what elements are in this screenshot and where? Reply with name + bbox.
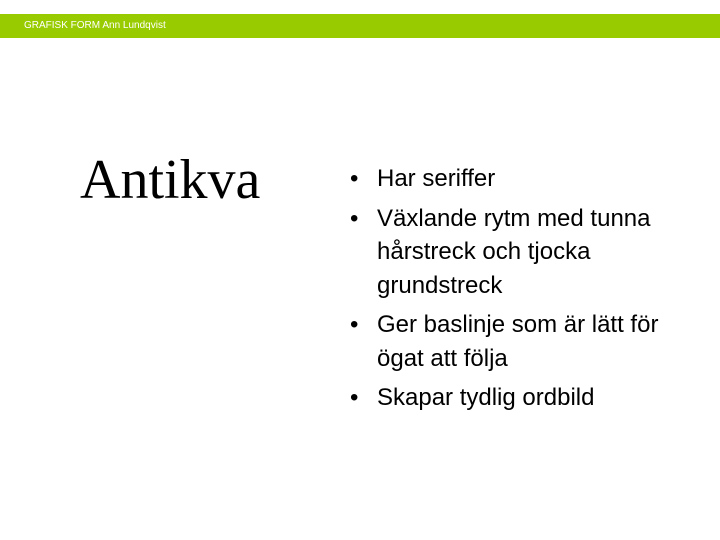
- header-text: GRAFISK FORM Ann Lundqvist: [24, 20, 166, 31]
- bullet-text: Skapar tydlig ordbild: [377, 384, 595, 411]
- bullet-text: Växlande rytm med tunna hårstreck och tjocka grundstreck: [377, 204, 651, 299]
- bullet-dot: •: [350, 311, 359, 338]
- slide-title: Antikva: [80, 149, 261, 211]
- bullet-item: [350, 308, 690, 375]
- bullet-item: [350, 162, 690, 196]
- bullet-text: Ger baslinje som är lätt för ögat att följa: [377, 311, 659, 372]
- bullet-dot: •: [350, 384, 359, 411]
- bullet-item: [350, 381, 690, 415]
- header-bar: [0, 14, 720, 38]
- bullet-dot: •: [350, 204, 359, 232]
- bullet-dot: •: [350, 165, 359, 192]
- bullet-item: [350, 202, 690, 303]
- bullet-list: [350, 162, 690, 421]
- bullet-text: Har seriffer: [377, 165, 496, 192]
